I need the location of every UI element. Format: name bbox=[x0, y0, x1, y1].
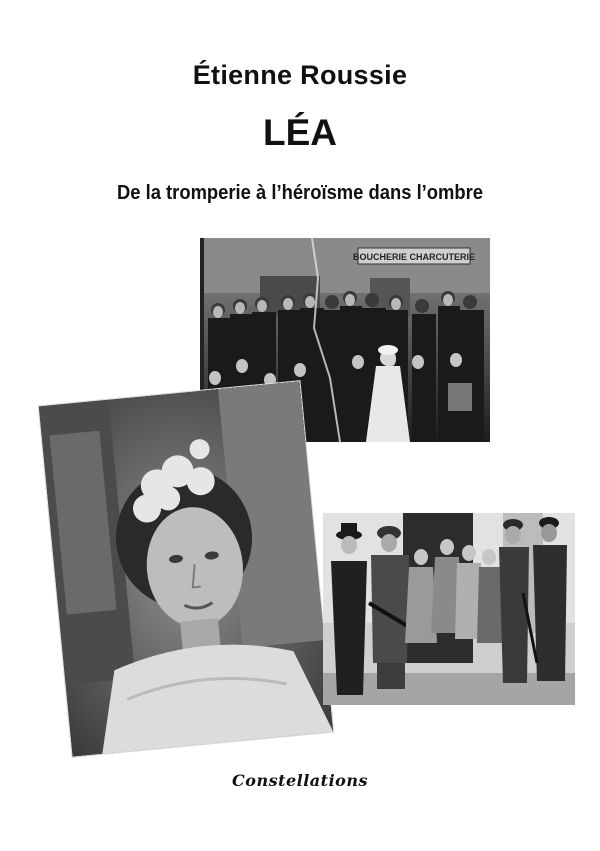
publisher-name: Constellations bbox=[232, 771, 368, 790]
street-group-photo bbox=[323, 513, 575, 705]
book-subtitle: De la tromperie à l’héroïsme dans l’ombre bbox=[116, 182, 484, 204]
shop-sign-text: BOUCHERIE CHARCUTERIE bbox=[352, 252, 476, 262]
author-name: Étienne Roussie bbox=[192, 60, 408, 90]
portrait-photo bbox=[39, 381, 334, 756]
book-title: LÉA bbox=[263, 112, 337, 153]
